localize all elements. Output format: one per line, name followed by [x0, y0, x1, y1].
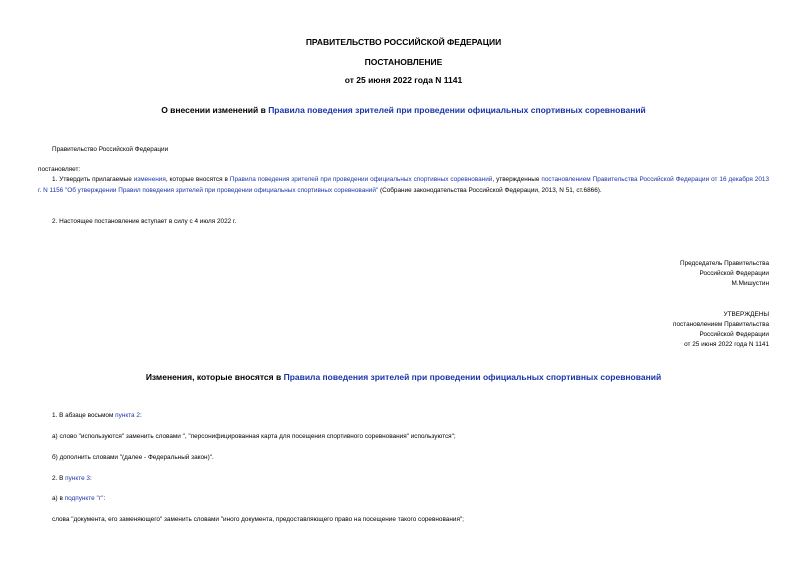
change-1-a: а) слово "используются" заменить словами ", "персонифицированная карта для посещения спортивного соревнования" используются";	[52, 433, 456, 440]
change-2-a-detail: слова "документа, его заменяющего" заменить словами "иного документа, предоставляющего право на посещение такого соревнования";	[52, 516, 464, 523]
point-2-link[interactable]: пункта 2	[115, 412, 140, 419]
signature-title: Председатель Правительства	[680, 260, 769, 267]
subpoint-g-link[interactable]: подпункте "г"	[64, 495, 104, 502]
item-2-paragraph: 2. Настоящее постановление вступает в силу с 4 июля 2022 г.	[52, 218, 237, 225]
title-prefix: О внесении изменений в	[161, 105, 269, 115]
changes-title-prefix: Изменения, которые вносятся в	[145, 372, 284, 382]
changes-rules-link[interactable]: Правила поведения зрителей при проведении официальных спортивных соревнований	[283, 372, 662, 382]
change-1-text-a: 1. В абзаце восьмом	[52, 412, 116, 419]
government-line: Правительство Российской Федерации	[52, 146, 169, 153]
change-2	[52, 474, 92, 484]
item-1-text-c: , утвержденные	[492, 176, 542, 183]
approved-heading: УТВЕРЖДЕНЫ	[723, 311, 769, 318]
point-3-link[interactable]: пункте 3	[65, 475, 90, 482]
item-1-text-b: , которые вносятся в	[165, 176, 230, 183]
change-1-b: б) дополнить словами "(далее - Федеральный закон)".	[52, 454, 214, 461]
approved-org: Российской Федерации	[699, 331, 769, 338]
change-2-text-b: :	[89, 475, 92, 482]
approved-date: от 25 июня 2022 года N 1141	[684, 341, 769, 348]
document-date-number: от 25 июня 2022 года N 1141	[344, 75, 463, 85]
change-2-text-a: 2. В	[52, 475, 66, 482]
government-heading: ПРАВИТЕЛЬСТВО РОССИЙСКОЙ ФЕДЕРАЦИИ	[305, 37, 502, 47]
change-1-text-b: :	[139, 412, 142, 419]
item-1-text-d: (Собрание законодательства Российской Федерации, 2013, N 51, ст.6866).	[378, 186, 602, 194]
changes-title	[0, 372, 807, 382]
document-title	[0, 105, 807, 115]
item-1-paragraph	[38, 175, 769, 197]
signature-org: Российской Федерации	[699, 270, 769, 277]
approved-by: постановлением Правительства	[673, 321, 769, 328]
document-type: ПОСТАНОВЛЕНИЕ	[364, 57, 443, 67]
rules-link-inline[interactable]: Правила поведения зрителей при проведении официальных спортивных соревнований	[229, 176, 493, 183]
item-1-text-a: 1. Утвердить прилагаемые	[52, 176, 134, 183]
change-1	[52, 411, 142, 421]
change-2-a	[52, 494, 105, 504]
change-2-a-text-a: а) в	[52, 495, 65, 502]
resolves-line: постановляет:	[38, 166, 81, 173]
signature-name: М.Мишустин	[731, 280, 769, 287]
rules-link[interactable]: Правила поведения зрителей при проведении официальных спортивных соревнований	[268, 105, 646, 115]
changes-link[interactable]: изменения	[133, 176, 166, 183]
resolution-1156-link[interactable]: постановлением Правительства Российской Федерации от 16 декабря 2013 г. N 1156 "Об утверждении Правил поведения зрителей при проведении официальных спортивных соревнований"	[38, 176, 770, 194]
change-2-a-text-b: :	[103, 495, 106, 502]
